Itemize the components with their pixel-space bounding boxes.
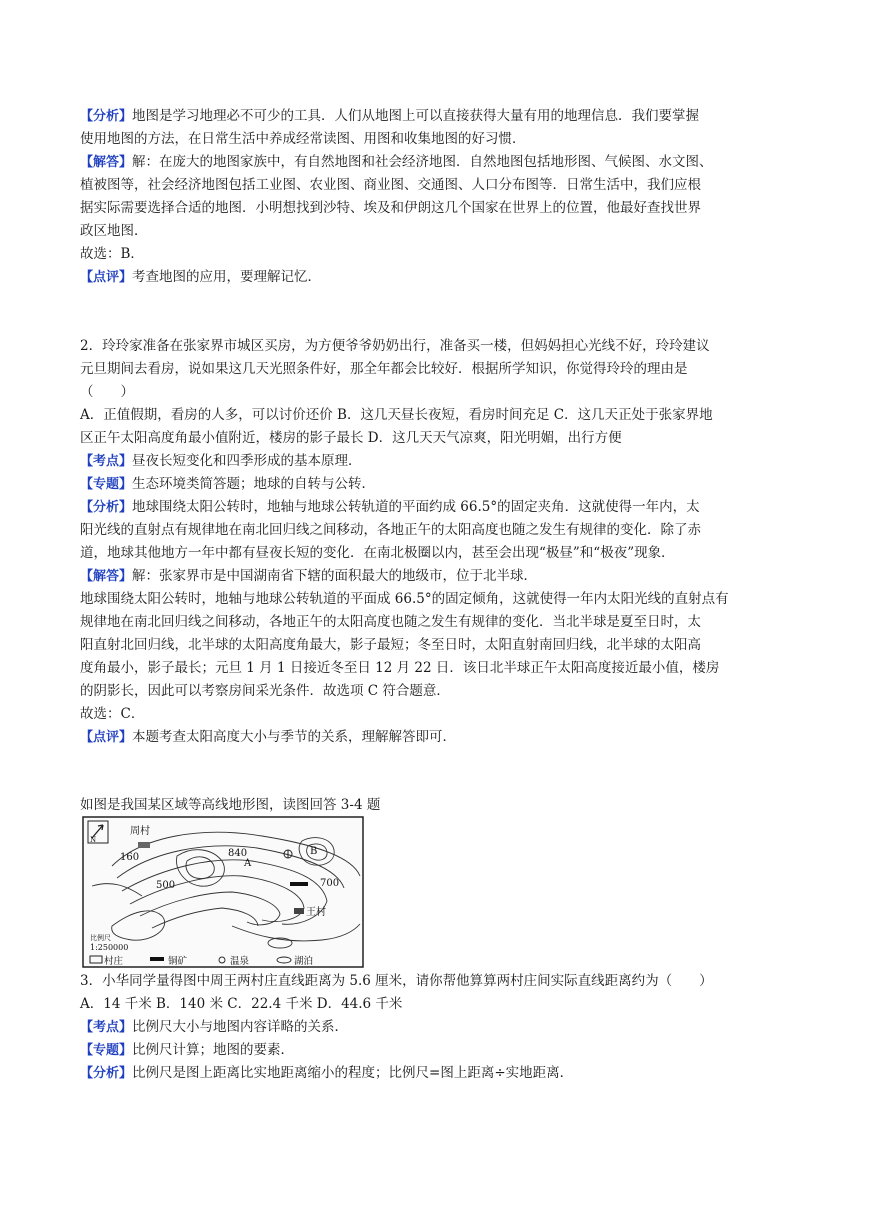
scale-value: 1:250000 [90, 943, 129, 952]
contour-map-figure [82, 816, 364, 968]
map-intro: 如图是我国某区域等高线地形图，读图回答 3-4 题 [80, 797, 381, 813]
q3-zhuanti: 【专题】比例尺计算；地图的要素． [80, 1042, 295, 1058]
q3-kaodian: 【考点】比例尺大小与地图内容详略的关系． [80, 1019, 349, 1035]
legend-copper: 铜矿 [168, 956, 188, 967]
village-zhou-marker [138, 842, 150, 848]
q2-fenxi-3: 道，地球其他地方一年中都有昼夜长短的变化．在南北极圈以内，甚至会出现“极昼”和“极夜”现象． [80, 545, 675, 561]
q2-jieda-1: 【解答】解：张家界市是中国湖南省下辖的面积最大的地级市，位于北半球． [80, 568, 538, 584]
contour-label-840: 840 [228, 848, 248, 859]
q2-dianping: 【点评】本题考查太阳高度大小与季节的关系，理解解答即可． [80, 729, 457, 745]
scale-title: 比例尺 [90, 934, 111, 942]
q3-stem: 3．小华同学量得图中周王两村庄直线距离为 5.6 厘米，请你帮他算算两村庄间实际直线距离约为（ ） [80, 973, 713, 989]
point-b-label: B [310, 846, 318, 857]
answer-line-1: 【解答】解：在庞大的地图家族中，有自然地图和社会经济地图．自然地图包括地形图、气候图、水文图、 [80, 154, 713, 170]
analysis-line-1: 【分析】地图是学习地理必不可少的工具．人们从地图上可以直接获得大量有用的地理信息．我们要掌握 [80, 108, 700, 124]
q2-stem-3: （ ） [80, 384, 134, 400]
legend-spring: 温泉 [230, 956, 250, 967]
answer-line-3: 据实际需要选择合适的地图．小明想找到沙特、埃及和伊朗这几个国家在世界上的位置，他最好查找世界 [80, 200, 701, 216]
point-a-label: A [244, 858, 252, 869]
contour-label-500: 500 [156, 880, 176, 891]
answer-choice: 故选：B． [80, 246, 144, 262]
north-label: N [90, 836, 97, 844]
village-wang-marker [294, 908, 304, 914]
contour-label-700: 700 [320, 878, 340, 889]
copper-mine-marker [290, 882, 308, 886]
q2-stem-1: 2．玲玲家准备在张家界市城区买房，为方便爷爷奶奶出行，准备买一楼，但妈妈担心光线不好，玲玲建议 [80, 338, 710, 354]
village-wang-label: 王村 [306, 907, 326, 918]
comment-line: 【点评】考查地图的应用，要理解记忆． [80, 269, 322, 285]
q2-options-1: A．正值假期，看房的人多，可以讨价还价 B．这几天昼长夜短，看房时间充足 C．这几天正处于张家界地 [80, 407, 713, 423]
answer-tag: 【解答】 [80, 155, 133, 170]
answer-line-4: 政区地图． [80, 223, 148, 239]
q2-options-2: 区正午太阳高度角最小值附近，楼房的影子最长 D．这几天天气凉爽，阳光明媚，出行方便 [80, 430, 622, 446]
q2-jieda-3: 规律地在南北回归线之间移动，各地正午的太阳高度也随之发生有规律的变化．当北半球是夏至日时，太 [80, 614, 701, 630]
q2-jieda-2: 地球围绕太阳公转时，地轴与地球公转轨道的平面成 66.5°的固定倾角，这就使得一年内太阳光线的直射点有 [80, 591, 729, 607]
q2-choice: 故选：C． [80, 706, 145, 722]
contour-map [82, 816, 364, 968]
legend-village: 村庄 [104, 956, 124, 967]
legend-lake: 湖泊 [294, 956, 314, 967]
comment-tag: 【点评】 [80, 270, 133, 285]
q2-jieda-4: 阳直射北回归线，北半球的太阳高度角最大，影子最短；冬至日时，太阳直射南回归线，北半球的太阳高 [80, 637, 701, 653]
q2-fenxi-1: 【分析】地球围绕太阳公转时，地轴与地球公转轨道的平面约成 66.5°的固定夹角．这就使得一年内，太 [80, 499, 700, 515]
q2-kaodian: 【考点】昼夜长短变化和四季形成的基本原理． [80, 453, 362, 469]
q3-fenxi: 【分析】比例尺是图上距离比实地距离缩小的程度；比例尺=图上距离÷实地距离． [80, 1065, 574, 1081]
q3-options: A．14 千米 B．140 米 C．22.4 千米 D．44.6 千米 [80, 996, 403, 1012]
answer-line-2: 植被图等，社会经济地图包括工业图、农业图、商业图、交通图、人口分布图等．日常生活中，我们应根 [80, 177, 701, 193]
q2-fenxi-2: 阳光线的直射点有规律地在南北回归线之间移动，各地正午的太阳高度也随之发生有规律的变化．除了赤 [80, 522, 701, 538]
village-zhou-label: 周村 [130, 826, 150, 837]
q2-zhuanti: 【专题】生态环境类简答题；地球的自转与公转． [80, 476, 376, 492]
q2-jieda-6: 的阴影长，因此可以考察房间采光条件．故选项 C 符合题意． [80, 683, 450, 699]
contour-label-160: 160 [120, 852, 140, 863]
analysis-tag: 【分析】 [80, 109, 133, 124]
q2-jieda-5: 度角最小，影子最长；元旦 1 月 1 日接近冬至日 12 月 22 日．该日北半球正午太阳高度接近最小值，楼房 [80, 660, 720, 676]
q2-stem-2: 元旦期间去看房，说如果这几天光照条件好，那全年都会比较好．根据所学知识，你觉得玲玲的理由是 [80, 361, 688, 377]
analysis-line-2: 使用地图的方法，在日常生活中养成经常读图、用图和收集地图的好习惯． [80, 131, 526, 147]
